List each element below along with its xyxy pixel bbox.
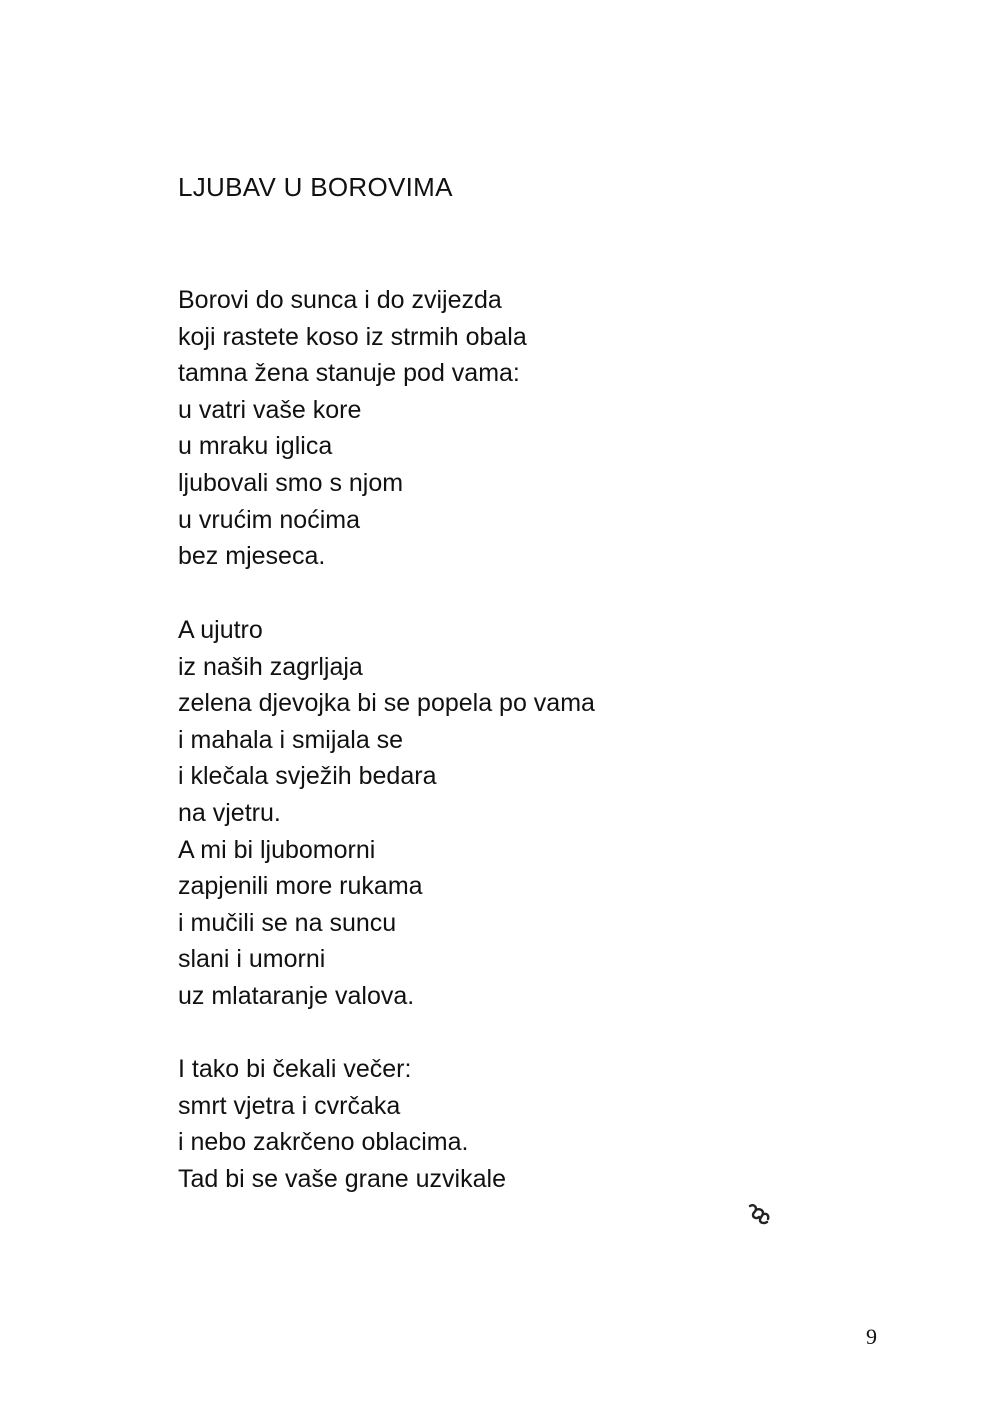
poem-stanza (178, 1051, 506, 1197)
poem-line: slani i umorni (178, 945, 326, 974)
poem-stanza (178, 612, 595, 1015)
poem-line: uz mlataranje valova. (178, 981, 415, 1010)
poem-line: tamna žena stanuje pod vama: (178, 359, 520, 388)
poem-line: iz naših zagrljaja (178, 652, 363, 681)
poem-line: zapjenili more rukama (178, 872, 423, 901)
poem-line: na vjetru. (178, 798, 281, 827)
poem-line: u vrućim noćima (178, 505, 360, 534)
poem-title: LJUBAV U BOROVIMA (178, 172, 453, 202)
poem-line: bez mjeseca. (178, 542, 326, 571)
poem-line: Borovi do sunca i do zvijezda (178, 286, 502, 314)
poem-stanza (178, 282, 527, 575)
poem-line: A mi bi ljubomorni (178, 835, 376, 864)
poem-line: I tako bi čekali večer: (178, 1055, 412, 1083)
page-number: 9 (866, 1324, 877, 1349)
poem-line: i mahala i smijala se (178, 725, 404, 754)
poem-line: zelena djevojka bi se popela po vama (178, 689, 595, 718)
poem-line: u mraku iglica (178, 432, 333, 461)
poem-line: i klečala svježih bedara (178, 762, 437, 791)
poem-line: A ujutro (178, 616, 263, 644)
poem-line: u vatri vaše kore (178, 395, 362, 424)
poem-line: Tad bi se vaše grane uzvikale (178, 1164, 506, 1193)
poem-line: i nebo zakrčeno oblacima. (178, 1128, 469, 1157)
poem-line: ljubovali smo s njom (178, 468, 404, 497)
page-turn-icon (744, 1200, 774, 1230)
poem-line: smrt vjetra i cvrčaka (178, 1091, 401, 1120)
poem-line: i mučili se na suncu (178, 908, 397, 937)
poem-line: koji rastete koso iz strmih obala (178, 322, 527, 351)
